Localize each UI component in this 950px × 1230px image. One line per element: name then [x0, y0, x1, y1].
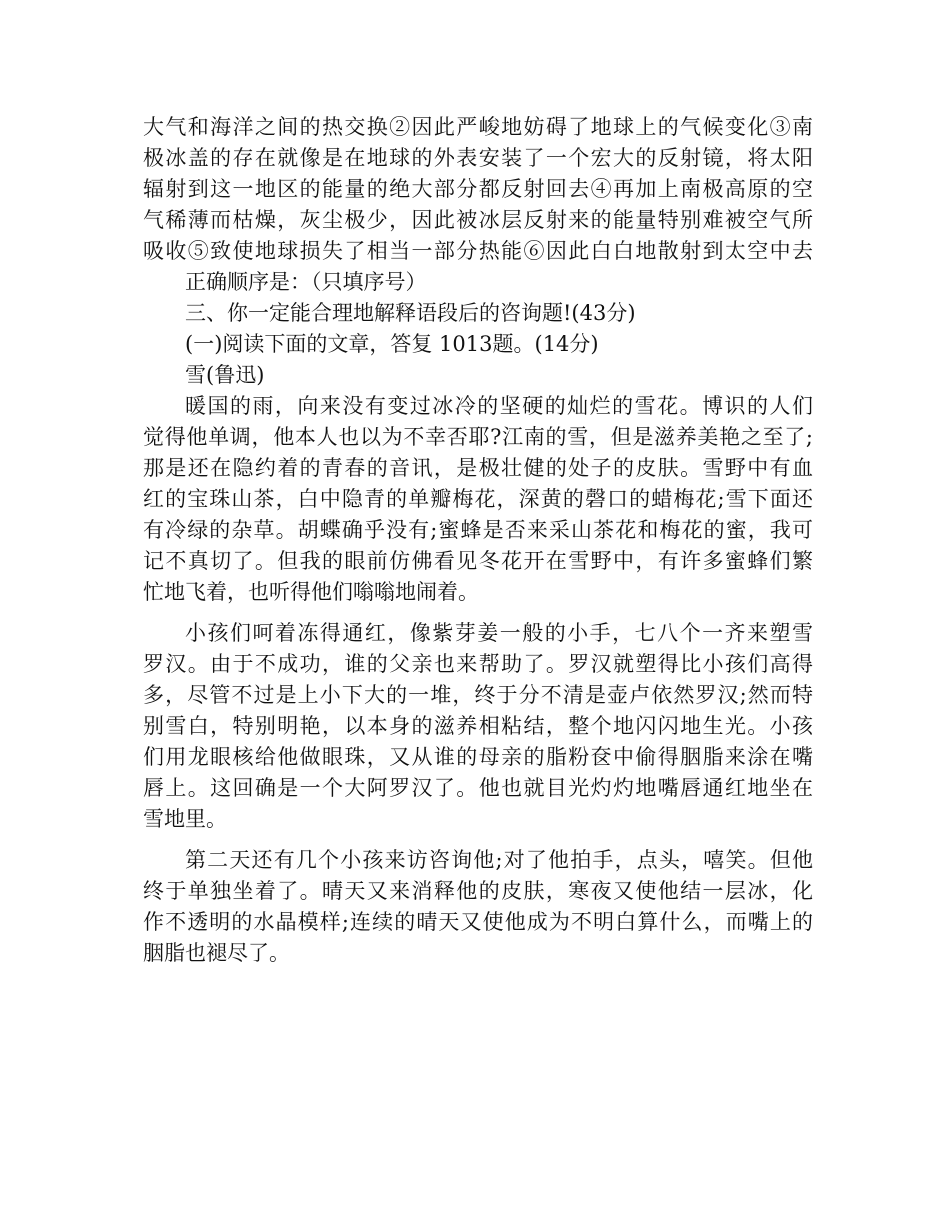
text-line: 终于单独坐着了。晴天又来消释他的皮肤，寒夜又使他结一层冰，化: [143, 879, 813, 903]
article-paragraph-3: [143, 845, 813, 969]
article-paragraph-2: [143, 618, 813, 835]
text-line: 唇上。这回确是一个大阿罗汉了。他也就目光灼灼地嘴唇通红地坐在: [143, 776, 813, 800]
text-line: 觉得他单调，他本人也以为不幸否耶?江南的雪，但是滋养美艳之至了;: [143, 425, 813, 449]
paragraph-gap: [143, 608, 813, 618]
text-line: 忙地飞着，也听得他们嗡嗡地闹着。: [143, 580, 479, 604]
text-line: 作不透明的水晶模样;连续的晴天又使他成为不明白算什么，而嘴上的: [143, 910, 813, 934]
article-paragraph-1: [143, 391, 813, 608]
text-line: 吸收⑤致使地球损失了相当一部分热能⑥因此白白地散射到太空中去: [143, 239, 813, 263]
text-line: 气稀薄而枯燥，灰尘极少，因此被冰层反射来的能量特别难被空气所: [143, 208, 813, 232]
text-line: 小孩们呵着冻得通红，像紫芽姜一般的小手，七八个一齐来塑雪: [185, 621, 813, 645]
text-line: 暖国的雨，向来没有变过冰冷的坚硬的灿烂的雪花。博识的人们: [185, 394, 813, 418]
text-line: 第二天还有几个小孩来访咨询他;对了他拍手，点头，嘻笑。但他: [185, 848, 813, 872]
paragraph-gap: [143, 835, 813, 845]
document-body: [143, 112, 813, 969]
sub-heading: (一)阅读下面的文章，答复 1013题。(14分): [185, 332, 599, 356]
text-line: 罗汉。由于不成功，谁的父亲也来帮助了。罗汉就塑得比小孩们高得: [143, 652, 813, 676]
text-line: 别雪白，特别明艳，以本身的滋养相粘结，整个地闪闪地生光。小孩: [143, 714, 813, 738]
text-line: 多，尽管不过是上小下大的一堆，终于分不清是壶卢依然罗汉;然而特: [143, 683, 813, 707]
paragraph-sentence-ordering: [143, 112, 813, 267]
text-line: 雪地里。: [143, 807, 227, 831]
answer-prompt: 正确顺序是：（只填序号）: [185, 270, 427, 294]
text-line: 红的宝珠山茶，白中隐青的单瓣梅花，深黄的磬口的蜡梅花;雪下面还: [143, 487, 813, 511]
text-line: 辐射到这一地区的能量的绝大部分都反射回去④再加上南极高原的空: [143, 177, 813, 201]
text-line: 有冷绿的杂草。胡蝶确乎没有;蜜蜂是否来采山茶花和梅花的蜜，我可: [143, 518, 813, 542]
text-line: 记不真切了。但我的眼前仿佛看见冬花开在雪野中，有许多蜜蜂们繁: [143, 549, 813, 573]
text-line: 们用龙眼核给他做眼珠，又从谁的母亲的脂粉奁中偷得胭脂来涂在嘴: [143, 745, 813, 769]
text-line: 极冰盖的存在就像是在地球的外表安装了一个宏大的反射镜，将太阳: [143, 146, 813, 170]
text-line: 大气和海洋之间的热交换②因此严峻地妨碍了地球上的气候变化③南: [143, 115, 813, 139]
text-line: 那是还在隐约着的青春的音讯，是极壮健的处子的皮肤。雪野中有血: [143, 456, 813, 480]
text-line: 胭脂也褪尽了。: [143, 941, 290, 965]
article-title: 雪(鲁迅): [185, 363, 265, 387]
section-heading: 三、你一定能合理地解释语段后的咨询题!(43分): [185, 301, 636, 325]
